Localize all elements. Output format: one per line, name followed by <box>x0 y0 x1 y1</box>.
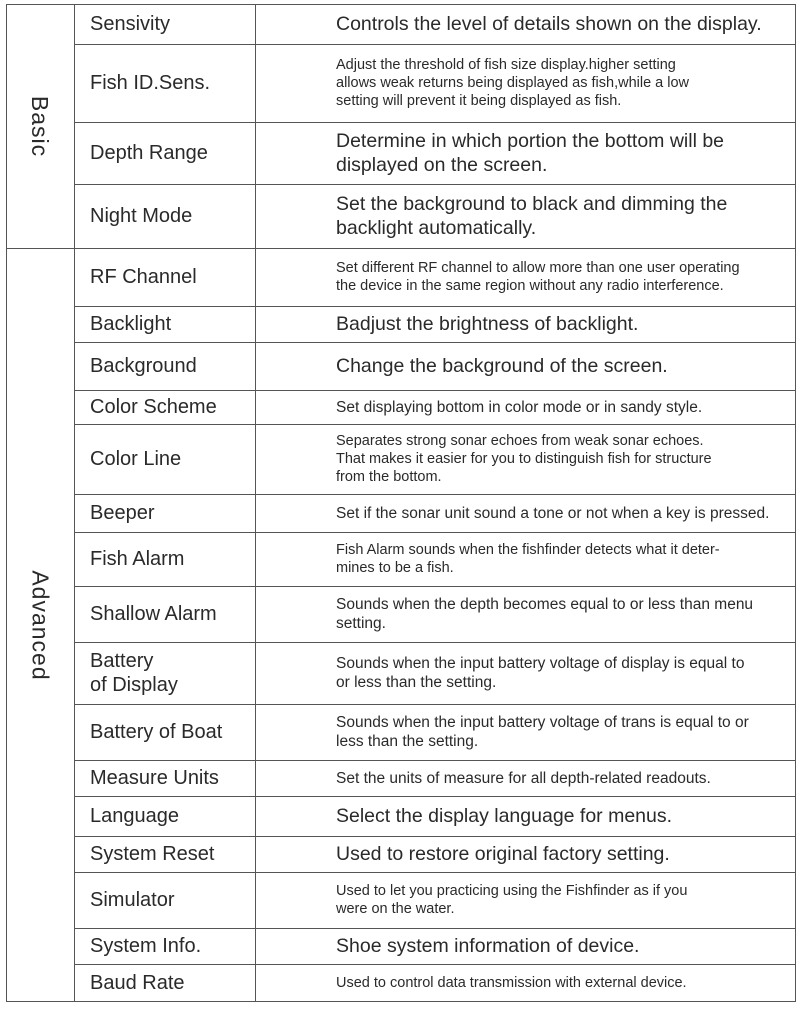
setting-name: Depth Range <box>90 142 208 164</box>
table-row <box>74 184 796 248</box>
table-row <box>74 796 796 836</box>
setting-name: Battery of Boat <box>90 721 223 743</box>
section-label-text: Basic <box>27 95 54 157</box>
setting-description: Determine in which portion the bottom will be displayed on the screen. <box>336 130 725 176</box>
setting-description: Adjust the threshold of fish size display.higher setting allows weak returns being displayed as fish,while a low setting will prevent it being displayed as fish. <box>336 57 690 109</box>
table-row <box>74 760 796 796</box>
setting-name: Backlight <box>90 313 172 335</box>
setting-name: Baud Rate <box>90 972 185 994</box>
table-row <box>74 248 796 306</box>
setting-description: Used to restore original factory setting. <box>336 843 670 865</box>
setting-name: Background <box>90 355 197 377</box>
table-row <box>74 704 796 760</box>
table-row <box>74 872 796 928</box>
setting-description: Set the background to black and dimming the backlight automatically. <box>336 193 728 239</box>
table-row <box>74 44 796 122</box>
table-row <box>74 928 796 964</box>
setting-name: Sensivity <box>90 13 171 35</box>
setting-name: Shallow Alarm <box>90 603 217 625</box>
setting-description: Select the display language for menus. <box>336 805 673 827</box>
setting-name: Night Mode <box>90 205 193 227</box>
setting-name: Beeper <box>90 502 155 524</box>
table-row <box>74 390 796 424</box>
table-row <box>74 342 796 390</box>
setting-description: Sounds when the input battery voltage of trans is equal to or less than the setting. <box>336 714 749 750</box>
setting-description: Set if the sonar unit sound a tone or not when a key is pressed. <box>336 504 770 522</box>
section-label-advanced <box>6 248 74 1002</box>
setting-description: Used to let you practicing using the Fishfinder as if you were on the water. <box>336 883 688 917</box>
setting-description: Sounds when the input battery voltage of display is equal to or less than the setting. <box>336 655 745 691</box>
setting-description: Badjust the brightness of backlight. <box>336 313 639 335</box>
setting-description: Sounds when the depth becomes equal to or less than menu setting. <box>336 596 754 632</box>
setting-name: Measure Units <box>90 767 219 789</box>
setting-name: RF Channel <box>90 266 197 288</box>
setting-name: Simulator <box>90 889 175 911</box>
setting-description: Shoe system information of device. <box>336 935 640 957</box>
table-row <box>74 494 796 532</box>
section-label-text: Advanced <box>27 569 54 681</box>
setting-description: Separates strong sonar echoes from weak sonar echoes. That makes it easier for you to distinguish fish for structure from the bottom. <box>336 433 712 485</box>
setting-name: Battery of Display <box>90 650 178 696</box>
table-row <box>74 836 796 872</box>
table-row <box>74 306 796 342</box>
setting-name: System Reset <box>90 843 215 865</box>
table-row <box>74 642 796 704</box>
setting-description: Change the background of the screen. <box>336 355 668 377</box>
table-row <box>74 532 796 586</box>
setting-description: Fish Alarm sounds when the fishfinder detects what it deter- mines to be a fish. <box>336 542 720 576</box>
table-row <box>74 4 796 44</box>
setting-name: Color Line <box>90 448 182 470</box>
setting-name: Language <box>90 805 179 827</box>
table-row <box>74 586 796 642</box>
setting-name: Color Scheme <box>90 396 217 418</box>
setting-description: Set the units of measure for all depth-related readouts. <box>336 769 711 787</box>
section-label-basic <box>6 4 74 248</box>
table-row <box>74 122 796 184</box>
setting-name: Fish ID.Sens. <box>90 72 211 94</box>
setting-description: Controls the level of details shown on the display. <box>336 13 762 35</box>
setting-description: Set different RF channel to allow more than one user operating the device in the same region without any radio interference. <box>336 260 740 294</box>
setting-description: Used to control data transmission with external device. <box>336 975 687 991</box>
settings-table <box>6 4 796 1002</box>
setting-description: Set displaying bottom in color mode or in sandy style. <box>336 398 703 416</box>
setting-name: System Info. <box>90 935 202 957</box>
table-row <box>74 424 796 494</box>
table-row <box>74 964 796 1002</box>
setting-name: Fish Alarm <box>90 548 185 570</box>
